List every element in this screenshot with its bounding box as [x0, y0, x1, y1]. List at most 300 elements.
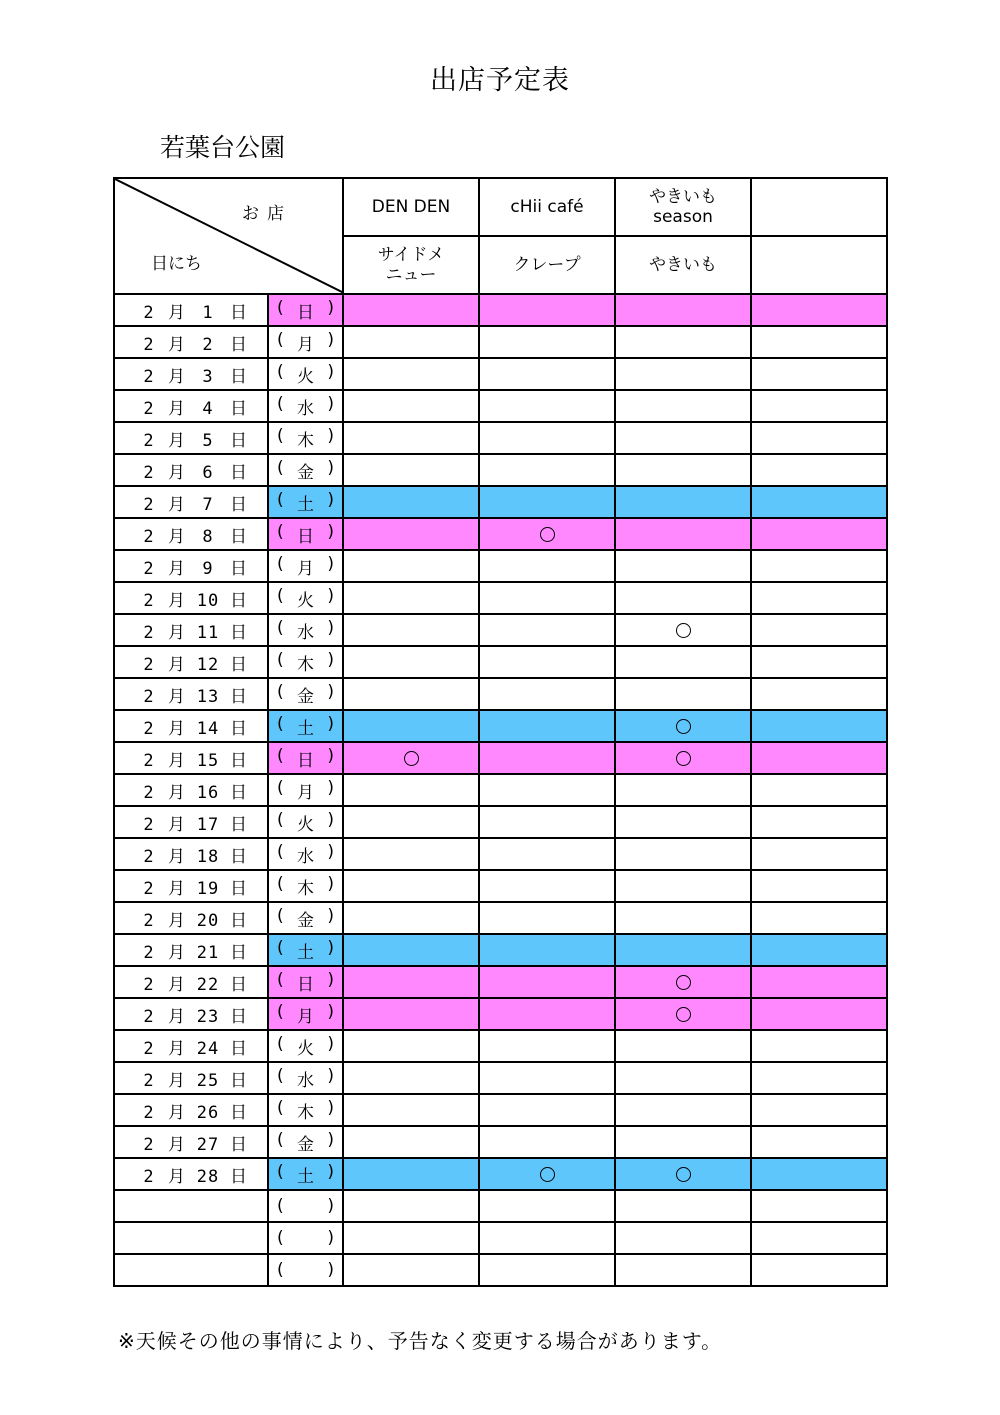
date-day-unit: 日	[230, 622, 248, 643]
date-cell	[114, 518, 268, 550]
shop-slot-cell	[343, 902, 479, 934]
date-month-unit: 月	[168, 1038, 186, 1059]
schedule-row	[114, 678, 887, 710]
shop-name-cell	[615, 178, 751, 236]
date-day-unit: 日	[230, 718, 248, 739]
date-month: 2	[143, 686, 155, 707]
shop-slot-cell	[343, 742, 479, 774]
shop-slot-cell	[751, 1062, 887, 1094]
weekday-label: 日	[297, 974, 314, 995]
date-day-unit: 日	[230, 462, 248, 483]
shop-name: cHii café	[510, 197, 584, 217]
shop-slot-cell	[479, 390, 615, 422]
shop-slot-cell	[343, 326, 479, 358]
open-paren: (	[277, 1001, 284, 1022]
shop-slot-cell	[615, 1126, 751, 1158]
shop-slot-cell	[615, 1062, 751, 1094]
close-paren: )	[327, 1196, 334, 1216]
schedule-row	[114, 742, 887, 774]
weekday-label: 火	[297, 814, 314, 835]
date-month: 2	[143, 878, 155, 899]
shop-slot-cell	[615, 550, 751, 582]
date-month-unit: 月	[168, 1006, 186, 1027]
date-month: 2	[143, 910, 155, 931]
date-cell	[114, 454, 268, 486]
date-cell	[114, 710, 268, 742]
shop-slot-cell	[479, 486, 615, 518]
shop-slot-cell	[615, 518, 751, 550]
date-month: 2	[143, 718, 155, 739]
date-day-unit: 日	[230, 366, 248, 387]
schedule-row	[114, 934, 887, 966]
weekday-label: 木	[297, 654, 314, 675]
shop-slot-cell	[343, 358, 479, 390]
close-paren: )	[327, 1260, 334, 1280]
date-day: 18	[196, 846, 220, 867]
date-month-unit: 月	[168, 782, 186, 803]
weekday-cell	[268, 1030, 343, 1062]
location-name: 若葉台公園	[160, 133, 286, 162]
weekday-cell	[268, 422, 343, 454]
shop-slot-cell	[479, 646, 615, 678]
weekday-label: 土	[297, 494, 314, 515]
shop-name-cell	[343, 178, 479, 236]
close-paren: )	[327, 617, 334, 638]
shop-slot-cell	[615, 582, 751, 614]
shop-slot-cell	[751, 550, 887, 582]
open-paren: (	[277, 1161, 284, 1182]
weekday-cell	[268, 1158, 343, 1190]
close-paren: )	[327, 1228, 334, 1248]
date-cell	[114, 774, 268, 806]
attendance-circle-mark	[676, 1007, 691, 1022]
shop-slot-cell	[479, 518, 615, 550]
schedule-row	[114, 838, 887, 870]
close-paren: )	[327, 361, 334, 382]
weekday-label: 金	[297, 686, 314, 707]
shop-slot-cell	[751, 518, 887, 550]
shop-slot-cell	[615, 710, 751, 742]
date-month: 2	[143, 1006, 155, 1027]
date-month: 2	[143, 590, 155, 611]
shop-slot-cell	[479, 1062, 615, 1094]
date-cell	[114, 806, 268, 838]
shop-slot-cell	[343, 678, 479, 710]
open-paren: (	[277, 745, 284, 766]
date-month-unit: 月	[168, 398, 186, 419]
date-day: 19	[196, 878, 220, 899]
shop-slot-cell	[615, 358, 751, 390]
shop-slot-cell	[751, 838, 887, 870]
date-cell	[114, 678, 268, 710]
shop-slot-cell	[343, 966, 479, 998]
date-month: 2	[143, 846, 155, 867]
weekday-cell	[268, 1126, 343, 1158]
date-day-unit: 日	[230, 686, 248, 707]
date-day-unit: 日	[230, 814, 248, 835]
date-month-unit: 月	[168, 590, 186, 611]
shop-slot-cell	[343, 934, 479, 966]
shop-slot-cell	[343, 710, 479, 742]
shop-slot-cell	[343, 1094, 479, 1126]
shop-slot-cell	[615, 1254, 751, 1286]
weekday-label: 日	[297, 302, 314, 323]
shop-slot-cell	[479, 742, 615, 774]
shop-slot-cell	[343, 646, 479, 678]
attendance-circle-mark	[676, 751, 691, 766]
schedule-row	[114, 806, 887, 838]
shop-menu-cell	[479, 236, 615, 294]
open-paren: (	[277, 905, 284, 926]
shop-slot-cell	[615, 1094, 751, 1126]
shop-slot-cell	[615, 390, 751, 422]
date-day-unit: 日	[230, 1070, 248, 1091]
close-paren: )	[327, 969, 334, 990]
date-day: 1	[202, 302, 214, 323]
date-month-unit: 月	[168, 718, 186, 739]
date-cell	[114, 358, 268, 390]
date-cell	[114, 486, 268, 518]
date-day-unit: 日	[230, 910, 248, 931]
date-month: 2	[143, 654, 155, 675]
weekday-cell	[268, 742, 343, 774]
close-paren: )	[327, 585, 334, 606]
shop-slot-cell	[751, 486, 887, 518]
date-month-unit: 月	[168, 366, 186, 387]
date-day-unit: 日	[230, 1134, 248, 1155]
date-day-unit: 日	[230, 750, 248, 771]
date-cell	[114, 838, 268, 870]
shop-menu-cell	[751, 236, 887, 294]
shop-slot-cell	[615, 966, 751, 998]
date-day-unit: 日	[230, 974, 248, 995]
shop-slot-cell	[751, 358, 887, 390]
date-cell	[114, 998, 268, 1030]
weekday-cell	[268, 998, 343, 1030]
footnote: ※天候その他の事情により、予告なく変更する場合があります。	[118, 1329, 723, 1353]
schedule-row	[114, 582, 887, 614]
date-day: 3	[202, 366, 214, 387]
shop-slot-cell	[343, 870, 479, 902]
date-month: 2	[143, 494, 155, 515]
shop-slot-cell	[615, 454, 751, 486]
shop-menu: やきいも	[649, 255, 717, 275]
date-day-unit: 日	[230, 1038, 248, 1059]
shop-slot-cell	[479, 774, 615, 806]
schedule-row	[114, 326, 887, 358]
close-paren: )	[327, 1001, 334, 1022]
date-day-unit: 日	[230, 494, 248, 515]
shop-slot-cell	[751, 774, 887, 806]
shop-slot-cell	[479, 1094, 615, 1126]
weekday-cell	[268, 902, 343, 934]
weekday-cell	[268, 774, 343, 806]
attendance-circle-mark	[676, 719, 691, 734]
date-day-unit: 日	[230, 302, 248, 323]
shop-slot-cell	[751, 1126, 887, 1158]
open-paren: (	[277, 841, 284, 862]
date-month-unit: 月	[168, 1102, 186, 1123]
shop-slot-cell	[615, 1158, 751, 1190]
open-paren: (	[277, 969, 284, 990]
open-paren: (	[277, 777, 284, 798]
shop-slot-cell	[751, 710, 887, 742]
weekday-cell	[268, 486, 343, 518]
date-cell	[114, 1222, 268, 1254]
date-month: 2	[143, 942, 155, 963]
close-paren: )	[327, 425, 334, 446]
close-paren: )	[327, 329, 334, 350]
weekday-label: 火	[297, 1038, 314, 1059]
date-day-unit: 日	[230, 430, 248, 451]
date-cell	[114, 1254, 268, 1286]
close-paren: )	[327, 873, 334, 894]
weekday-label: 日	[297, 750, 314, 771]
date-month-unit: 月	[168, 846, 186, 867]
shop-slot-cell	[343, 518, 479, 550]
date-month: 2	[143, 974, 155, 995]
date-cell	[114, 1094, 268, 1126]
shop-slot-cell	[479, 870, 615, 902]
date-month: 2	[143, 334, 155, 355]
date-month-unit: 月	[168, 494, 186, 515]
date-day: 20	[196, 910, 220, 931]
header-row-shop-names	[114, 178, 887, 236]
date-month-unit: 月	[168, 462, 186, 483]
date-day: 11	[196, 622, 220, 643]
shop-slot-cell	[751, 870, 887, 902]
date-day: 23	[196, 1006, 220, 1027]
date-month-unit: 月	[168, 974, 186, 995]
open-paren: (	[277, 1097, 284, 1118]
date-month-unit: 月	[168, 654, 186, 675]
date-day: 4	[202, 398, 214, 419]
open-paren: (	[277, 873, 284, 894]
close-paren: )	[327, 745, 334, 766]
shop-slot-cell	[751, 806, 887, 838]
date-month-unit: 月	[168, 302, 186, 323]
date-day: 15	[196, 750, 220, 771]
weekday-cell	[268, 582, 343, 614]
shop-slot-cell	[479, 838, 615, 870]
schedule-row	[114, 518, 887, 550]
weekday-label: 土	[297, 1166, 314, 1187]
date-month-unit: 月	[168, 526, 186, 547]
date-cell	[114, 646, 268, 678]
date-day-unit: 日	[230, 334, 248, 355]
date-cell	[114, 294, 268, 326]
shop-slot-cell	[479, 966, 615, 998]
shop-slot-cell	[615, 806, 751, 838]
date-day: 17	[196, 814, 220, 835]
shop-slot-cell	[751, 390, 887, 422]
close-paren: )	[327, 777, 334, 798]
shop-slot-cell	[751, 454, 887, 486]
date-day-unit: 日	[230, 654, 248, 675]
close-paren: )	[327, 905, 334, 926]
shop-slot-cell	[751, 678, 887, 710]
date-month-unit: 月	[168, 1134, 186, 1155]
weekday-label: 月	[297, 558, 314, 579]
shop-slot-cell	[615, 422, 751, 454]
weekday-label: 火	[297, 366, 314, 387]
corner-diagonal-line	[115, 179, 344, 293]
attendance-circle-mark	[540, 1167, 555, 1182]
shop-slot-cell	[751, 422, 887, 454]
date-day-unit: 日	[230, 590, 248, 611]
open-paren: (	[277, 937, 284, 958]
date-day-unit: 日	[230, 1006, 248, 1027]
date-cell	[114, 1062, 268, 1094]
weekday-label: 土	[297, 718, 314, 739]
shop-slot-cell	[751, 294, 887, 326]
shop-menu-cell	[615, 236, 751, 294]
schedule-row	[114, 1254, 887, 1286]
date-cell	[114, 582, 268, 614]
shop-slot-cell	[479, 902, 615, 934]
corner-date-label: 日にち	[151, 254, 202, 274]
date-month: 2	[143, 814, 155, 835]
date-cell	[114, 614, 268, 646]
shop-slot-cell	[479, 1190, 615, 1222]
attendance-circle-mark	[540, 527, 555, 542]
date-month-unit: 月	[168, 750, 186, 771]
weekday-cell	[268, 646, 343, 678]
weekday-cell	[268, 358, 343, 390]
shop-name-cell	[751, 178, 887, 236]
schedule-row	[114, 774, 887, 806]
date-month-unit: 月	[168, 334, 186, 355]
schedule-row	[114, 1222, 887, 1254]
date-day: 2	[202, 334, 214, 355]
shop-slot-cell	[343, 550, 479, 582]
close-paren: )	[327, 1129, 334, 1150]
shop-slot-cell	[479, 582, 615, 614]
shop-slot-cell	[343, 614, 479, 646]
close-paren: )	[327, 1161, 334, 1182]
date-month: 2	[143, 462, 155, 483]
date-day: 28	[196, 1166, 220, 1187]
date-day-unit: 日	[230, 526, 248, 547]
shop-slot-cell	[615, 902, 751, 934]
date-day: 21	[196, 942, 220, 963]
schedule-table	[113, 177, 888, 1287]
weekday-cell	[268, 390, 343, 422]
open-paren: (	[277, 809, 284, 830]
shop-slot-cell	[479, 806, 615, 838]
shop-slot-cell	[751, 1254, 887, 1286]
weekday-label: 金	[297, 462, 314, 483]
shop-menu: サイドメニュー	[377, 245, 445, 285]
weekday-label: 月	[297, 334, 314, 355]
open-paren: (	[277, 393, 284, 414]
shop-slot-cell	[751, 1222, 887, 1254]
shop-slot-cell	[343, 1222, 479, 1254]
attendance-circle-mark	[404, 751, 419, 766]
date-month: 2	[143, 750, 155, 771]
date-month: 2	[143, 366, 155, 387]
shop-slot-cell	[751, 614, 887, 646]
date-day: 27	[196, 1134, 220, 1155]
close-paren: )	[327, 489, 334, 510]
close-paren: )	[327, 1033, 334, 1054]
schedule-row	[114, 486, 887, 518]
weekday-cell	[268, 454, 343, 486]
schedule-row	[114, 998, 887, 1030]
date-day: 26	[196, 1102, 220, 1123]
shop-slot-cell	[751, 934, 887, 966]
date-month: 2	[143, 1166, 155, 1187]
schedule-row	[114, 1030, 887, 1062]
shop-slot-cell	[479, 710, 615, 742]
close-paren: )	[327, 457, 334, 478]
weekday-cell	[268, 838, 343, 870]
date-month-unit: 月	[168, 430, 186, 451]
shop-menu-cell	[343, 236, 479, 294]
shop-slot-cell	[751, 902, 887, 934]
date-month-unit: 月	[168, 878, 186, 899]
shop-slot-cell	[751, 1094, 887, 1126]
date-day: 16	[196, 782, 220, 803]
weekday-label: 金	[297, 1134, 314, 1155]
open-paren: (	[277, 1065, 284, 1086]
open-paren: (	[277, 649, 284, 670]
shop-slot-cell	[343, 422, 479, 454]
corner-shop-label: お店	[242, 204, 292, 224]
shop-name: DEN DEN	[371, 197, 451, 217]
shop-slot-cell	[479, 1030, 615, 1062]
shop-slot-cell	[615, 1222, 751, 1254]
date-day: 8	[202, 526, 214, 547]
date-month: 2	[143, 782, 155, 803]
schedule-row	[114, 454, 887, 486]
attendance-circle-mark	[676, 1167, 691, 1182]
weekday-cell	[268, 966, 343, 998]
date-month: 2	[143, 622, 155, 643]
shop-slot-cell	[343, 582, 479, 614]
shop-slot-cell	[615, 646, 751, 678]
weekday-label: 木	[297, 878, 314, 899]
date-cell	[114, 742, 268, 774]
close-paren: )	[327, 681, 334, 702]
shop-slot-cell	[751, 582, 887, 614]
date-day: 6	[202, 462, 214, 483]
date-day: 12	[196, 654, 220, 675]
shop-slot-cell	[751, 742, 887, 774]
date-day: 9	[202, 558, 214, 579]
shop-slot-cell	[343, 838, 479, 870]
open-paren: (	[277, 457, 284, 478]
date-month-unit: 月	[168, 1166, 186, 1187]
schedule-row	[114, 1190, 887, 1222]
shop-slot-cell	[615, 294, 751, 326]
date-month: 2	[143, 1038, 155, 1059]
weekday-cell	[268, 1094, 343, 1126]
date-month-unit: 月	[168, 910, 186, 931]
date-day-unit: 日	[230, 558, 248, 579]
shop-slot-cell	[615, 486, 751, 518]
open-paren: (	[277, 617, 284, 638]
open-paren: (	[277, 1228, 284, 1248]
open-paren: (	[277, 489, 284, 510]
shop-slot-cell	[751, 326, 887, 358]
weekday-cell	[268, 1222, 343, 1254]
page-title: 出店予定表	[430, 65, 570, 96]
open-paren: (	[277, 297, 284, 318]
date-cell	[114, 870, 268, 902]
shop-slot-cell	[343, 774, 479, 806]
schedule-row	[114, 390, 887, 422]
